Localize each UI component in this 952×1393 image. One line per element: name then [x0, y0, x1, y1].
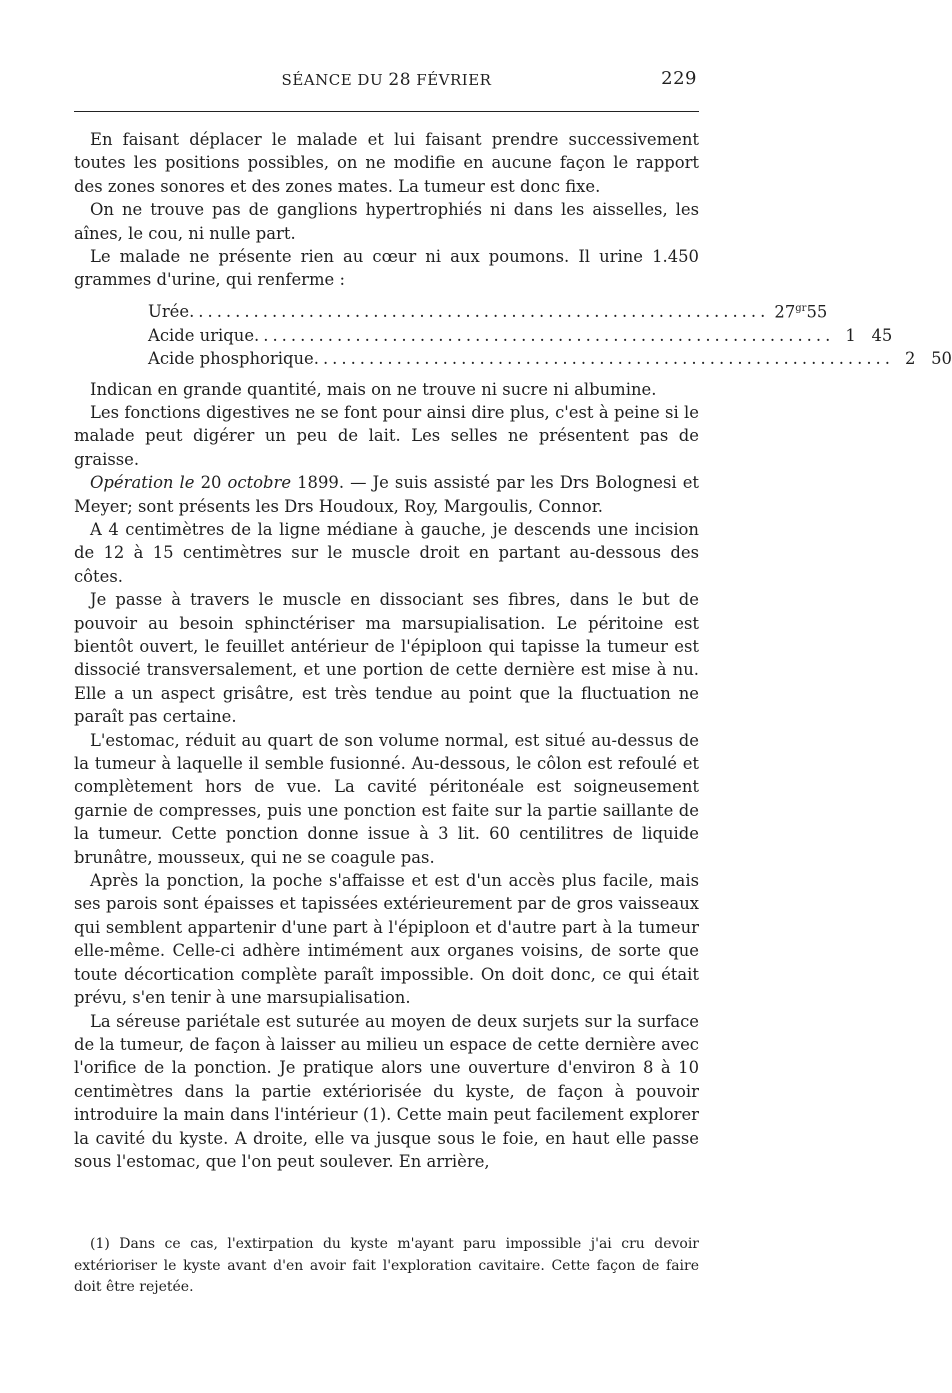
header-title-left: SÉANCE DU — [281, 71, 384, 89]
paragraph-operation: Opération le 20 octobre 1899. — Je suis assisté par les Drs Bolognesi et Meyer; sont présents les Drs Houdoux, Roy, Margoulis, Connor. — [74, 473, 699, 516]
paragraph: A 4 centimètres de la ligne médiane à gauche, je descends une incision de 12 à 15 centimètres sur le muscle droit en partant au-dessous des côtes. — [74, 519, 699, 586]
paragraph: Les fonctions digestives ne se font pour ainsi dire plus, c'est à peine si le malade peut digérer un peu de lait. Les selles ne présentent pas de graisse. — [74, 402, 699, 469]
paragraph: En faisant déplacer le malade et lui faisant prendre successivement toutes les positions possibles, on ne modifie en aucune façon le rapport des zones sonores et des zones mates. La tumeur est donc fixe. — [74, 130, 699, 196]
body-text — [74, 128, 952, 1173]
table-row — [148, 347, 952, 370]
row-label: Urée — [148, 302, 190, 322]
leader-dots: ............................................................... — [254, 325, 835, 345]
paragraph: Après la ponction, la poche s'affaisse et est d'un accès plus facile, mais ses parois sont épaisses et tapissées extérieurement par de gros vaisseaux qui semblent appartenir d'une part à l'épiploon et d'autre part à la tumeur elle-même. Celle-ci adhère intimément aux organes voisins, de sorte que toute décortication complète paraît impossible. On doit donc, ce qui était prévu, s'en tenir à une marsupialisation. — [74, 871, 699, 1008]
footnote-text: (1) Dans ce cas, l'extirpation du kyste m'ayant paru impossible j'ai cru devoir extérioriser le kyste avant d'en avoir fait l'exploration cavitaire. Cette façon de faire doit être rejetée. — [74, 1236, 699, 1295]
paragraph: Le malade ne présente rien au cœur ni aux poumons. Il urine 1.450 grammes d'urine, qui renferme : — [74, 247, 699, 290]
row-value: 2 50 — [905, 349, 952, 369]
header-title-num: 28 — [388, 70, 412, 90]
header-title-right: FÉVRIER — [416, 71, 492, 89]
paragraph: On ne trouve pas de ganglions hypertrophiés ni dans les aisselles, les aînes, le cou, ni nulle part. — [74, 200, 699, 243]
running-header — [74, 66, 699, 94]
header-title — [74, 70, 699, 90]
page-number: 229 — [661, 68, 697, 89]
leader-dots: ............................................................... — [189, 302, 770, 322]
row-value: 1 45 — [845, 325, 893, 345]
leader-dots: ............................................................... — [313, 349, 894, 369]
paragraph: Je passe à travers le muscle en dissociant ses fibres, dans le but de pouvoir au besoin sphinctériser ma marsupialisation. Le péritoine est bientôt ouvert, le feuillet antérieur de l'épiploon qui tapisse la tumeur est dissocié transversalement, et une portion de cette dernière est mise à nu. Elle a un aspect grisâtre, est très tendue au point que la fluctuation ne paraît pas certaine. — [74, 590, 699, 727]
row-label: Acide phosphorique — [148, 349, 314, 369]
table-row — [148, 324, 893, 347]
row-value: $27^{gr}55$ — [774, 302, 828, 322]
urine-table — [148, 297, 952, 371]
paragraph: La séreuse pariétale est suturée au moyen de deux surjets sur la surface de la tumeur, de façon à laisser au milieu un espace de cette dernière avec l'orifice de la ponction. Je pratique alors une ouverture d'environ 8 à 10 centimètres dans la partie extériorisée du kyste, de façon à pouvoir introduire la main dans l'intérieur (1). Cette main peut facilement explorer la cavité du kyste. A droite, elle va jusque sous le foie, en haut elle passe sous l'estomac, que l'on peut soulever. En arrière, — [74, 1011, 699, 1171]
table-row — [148, 297, 828, 324]
footnote — [74, 1234, 699, 1299]
paragraph: L'estomac, réduit au quart de son volume normal, est situé au-dessus de la tumeur à laquelle il semble fusionné. Au-dessous, le côlon est refoulé et complètement hors de vue. La cavité péritonéale est soigneusement garnie de compresses, puis une ponction est faite sur la partie saillante de la tumeur. Cette ponction donne issue à 3 lit. 60 centilitres de liquide brunâtre, mousseux, qui ne se coagule pas. — [74, 730, 699, 867]
row-label: Acide urique — [148, 325, 255, 345]
paragraph: Indican en grande quantité, mais on ne trouve ni sucre ni albumine. — [90, 379, 657, 399]
header-rule — [74, 111, 699, 112]
